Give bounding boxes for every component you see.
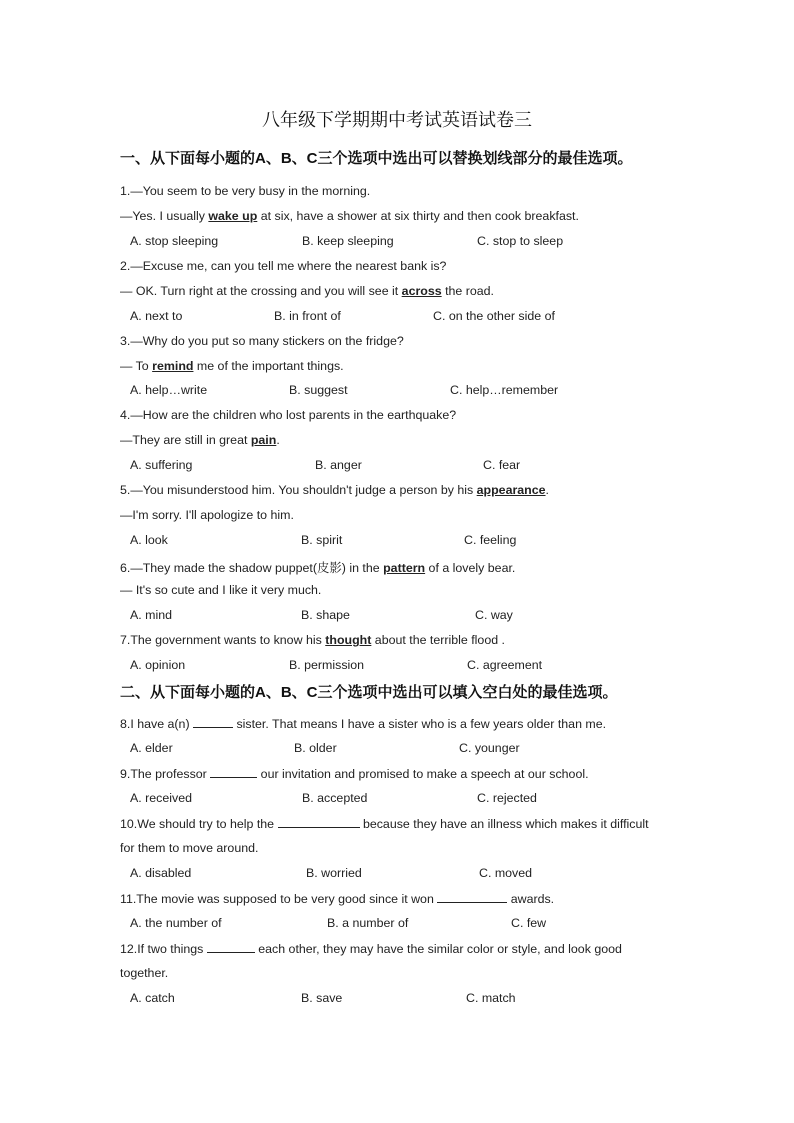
option-a[interactable]: A. next to xyxy=(130,309,183,323)
option-c[interactable]: C. stop to sleep xyxy=(477,234,564,248)
question-5-reply: —I'm sorry. I'll apologize to him. xyxy=(120,508,294,522)
option-c[interactable]: C. younger xyxy=(459,741,520,755)
option-b[interactable]: B. permission xyxy=(289,658,365,672)
option-c[interactable]: C. way xyxy=(475,608,513,622)
option-c[interactable]: C. match xyxy=(466,991,516,1005)
option-b[interactable]: B. worried xyxy=(306,866,362,880)
option-b[interactable]: B. accepted xyxy=(302,791,368,805)
underlined-word: remind xyxy=(152,359,194,373)
question-12-continued: together. xyxy=(120,966,169,980)
option-b[interactable]: B. keep sleeping xyxy=(302,234,394,248)
option-a[interactable]: A. received xyxy=(130,791,192,805)
option-a[interactable]: A. elder xyxy=(130,741,173,755)
option-b[interactable]: B. save xyxy=(301,991,343,1005)
question-5-prompt: 5.—You misunderstood him. You shouldn't judge a person by his appearance. xyxy=(120,483,549,497)
question-4-reply: —They are still in great pain. xyxy=(120,433,280,447)
option-c[interactable]: C. help…remember xyxy=(450,383,559,397)
option-a[interactable]: A. suffering xyxy=(130,458,193,472)
option-a[interactable]: A. stop sleeping xyxy=(130,234,219,248)
underlined-word: pattern xyxy=(383,561,426,575)
question-1-reply: —Yes. I usually wake up at six, have a shower at six thirty and then cook breakfast. xyxy=(120,209,579,223)
option-c[interactable]: C. on the other side of xyxy=(433,309,555,323)
question-2-reply: — OK. Turn right at the crossing and you will see it across the road. xyxy=(120,284,494,298)
page-title: 八年级下学期期中考试英语试卷三 xyxy=(262,110,532,131)
option-a[interactable]: A. mind xyxy=(130,608,173,622)
answer-blank xyxy=(278,816,360,828)
option-c[interactable]: C. feeling xyxy=(464,533,517,547)
option-a[interactable]: A. catch xyxy=(130,991,175,1005)
question-1-prompt: 1.—You seem to be very busy in the morning. xyxy=(120,184,371,198)
answer-blank xyxy=(207,941,255,953)
option-a[interactable]: A. help…write xyxy=(130,383,208,397)
option-b[interactable]: B. in front of xyxy=(274,309,341,323)
question-9-prompt: 9.The professor our invitation and promised to make a speech at our school. xyxy=(120,767,589,781)
question-2-prompt: 2.—Excuse me, can you tell me where the nearest bank is? xyxy=(120,259,447,273)
question-10-continued: for them to move around. xyxy=(120,841,259,855)
option-b[interactable]: B. shape xyxy=(301,608,350,622)
section-heading-1: 一、从下面每小题的A、B、C三个选项中选出可以替换划线部分的最佳选项。 xyxy=(120,150,633,167)
underlined-word: pain xyxy=(250,433,277,447)
option-c[interactable]: C. rejected xyxy=(477,791,537,805)
option-b[interactable]: B. older xyxy=(294,741,337,755)
underlined-word: thought xyxy=(325,633,372,647)
option-a[interactable]: A. disabled xyxy=(130,866,192,880)
option-c[interactable]: C. agreement xyxy=(467,658,543,672)
option-b[interactable]: B. suggest xyxy=(289,383,348,397)
question-4-prompt: 4.—How are the children who lost parents in the earthquake? xyxy=(120,408,457,422)
option-c[interactable]: C. few xyxy=(511,916,547,930)
option-a[interactable]: A. opinion xyxy=(130,658,186,672)
question-3-reply: — To remind me of the important things. xyxy=(120,359,344,373)
option-a[interactable]: A. look xyxy=(130,533,168,547)
underlined-word: appearance xyxy=(476,483,546,497)
answer-blank xyxy=(193,716,233,728)
question-10-prompt: 10.We should try to help the because they have an illness which makes it difficult xyxy=(120,817,649,831)
question-6-prompt: 6.—They made the shadow puppet(皮影) in the pattern of a lovely bear. xyxy=(120,561,516,575)
question-8-prompt: 8.I have a(n) sister. That means I have a sister who is a few years older than me. xyxy=(120,717,607,731)
answer-blank xyxy=(210,766,257,778)
option-b[interactable]: B. anger xyxy=(315,458,362,472)
underlined-word: across xyxy=(401,284,442,298)
question-6-reply: — It's so cute and I like it very much. xyxy=(120,583,322,597)
question-12-prompt: 12.If two things each other, they may have the similar color or style, and look good xyxy=(120,942,622,956)
answer-blank xyxy=(437,891,507,903)
option-a[interactable]: A. the number of xyxy=(130,916,222,930)
option-c[interactable]: C. fear xyxy=(483,458,521,472)
underlined-word: wake up xyxy=(208,209,258,223)
question-11-prompt: 11.The movie was supposed to be very good since it won awards. xyxy=(120,892,555,906)
option-c[interactable]: C. moved xyxy=(479,866,533,880)
option-b[interactable]: B. spirit xyxy=(301,533,343,547)
section-heading-2: 二、从下面每小题的A、B、C三个选项中选出可以填入空白处的最佳选项。 xyxy=(120,684,618,701)
question-7-prompt: 7.The government wants to know his thought about the terrible flood . xyxy=(120,633,505,647)
option-b[interactable]: B. a number of xyxy=(327,916,409,930)
question-3-prompt: 3.—Why do you put so many stickers on the fridge? xyxy=(120,334,404,348)
